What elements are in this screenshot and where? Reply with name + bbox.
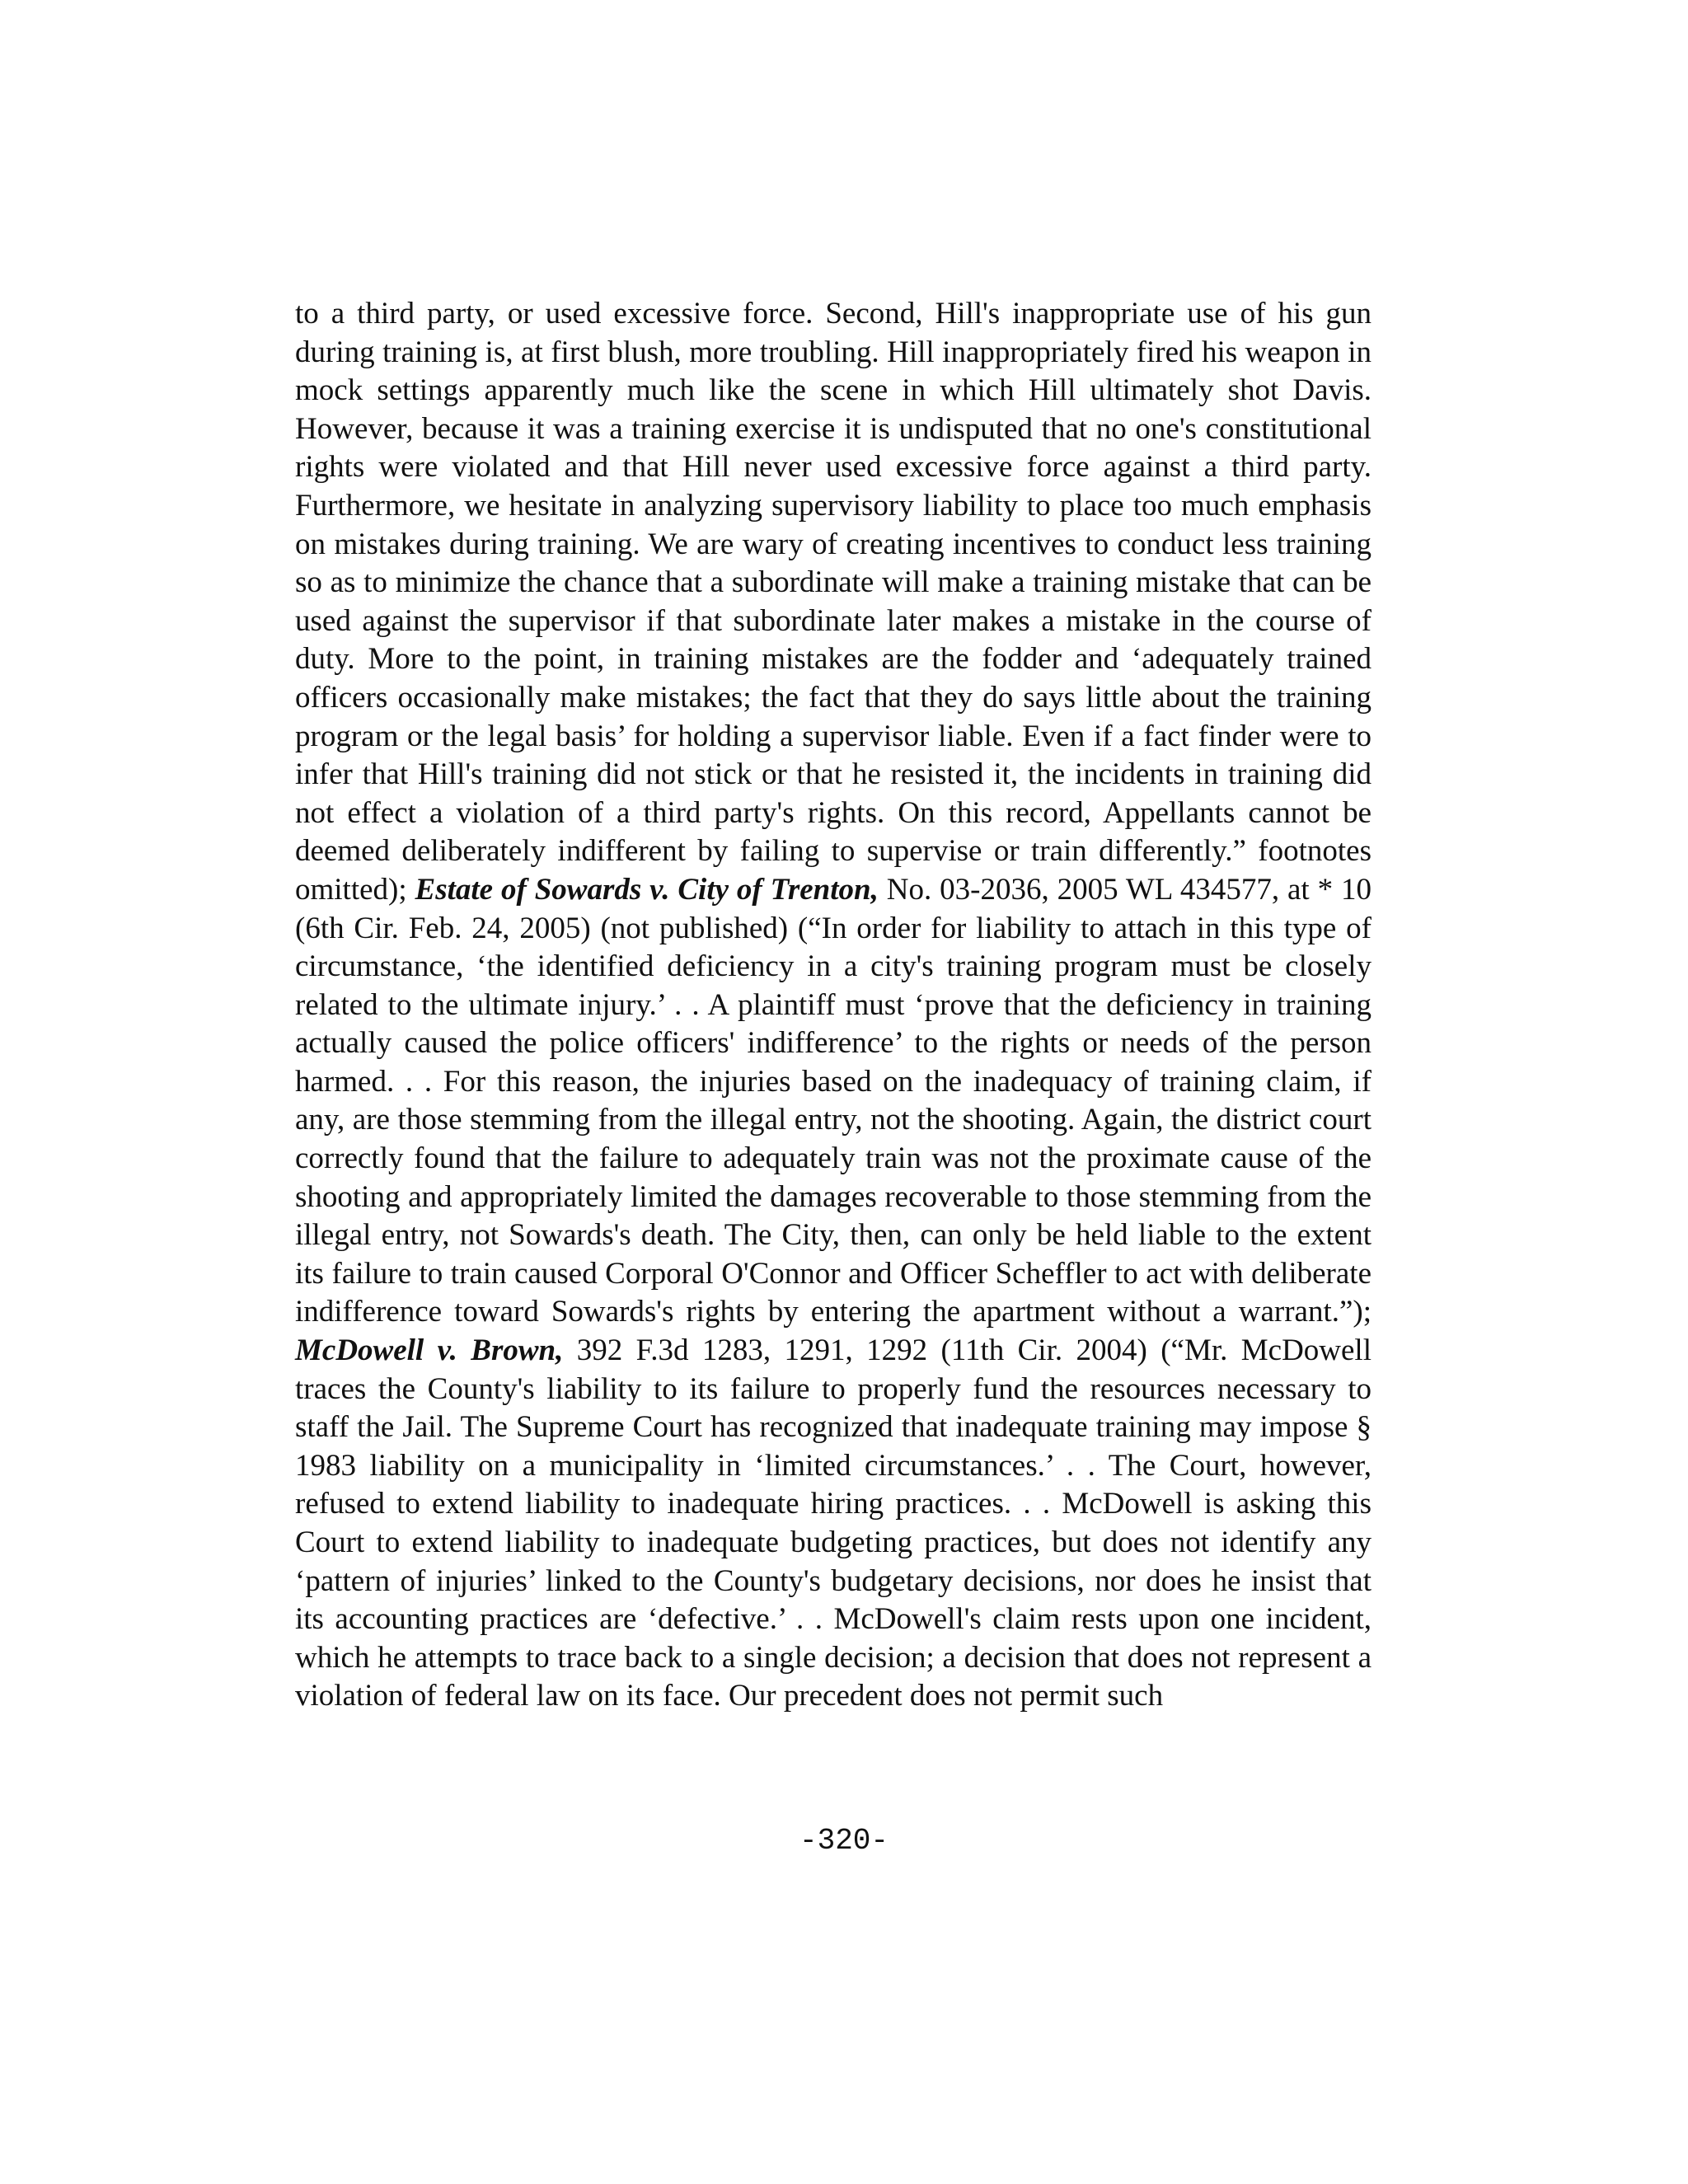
text-segment: No. 03-2036, 2005 WL 434577, at * 10 (6th Cir. Feb. 24, 2005) (not published) (“In order for liability to attach in this type of circumstance, ‘the identified deficiency in a city's training program must be closely related to the ultimate injury.’ . . A plaintiff must ‘prove that the deficiency in training actually caused the police officers' indifference’ to the rights or needs of the person harmed. . . For this reason, the injuries based on the inadequacy of training claim, if any, are those stemming from the illegal entry, not the shooting. Again, the district court correctly found that the failure to adequately train was not the proximate cause of the shooting and appropriately limited the damages recoverable to those stemming from the illegal entry, not Sowards's death. The City, then, can only be held liable to the extent its failure to train caused Corporal O'Connor and Officer Scheffler to act with deliberate indifference toward Sowards's rights by entering the apartment without a warrant.”); (295, 872, 1372, 1329)
case-citation-mcdowell: McDowell v. Brown, (295, 1333, 564, 1368)
body-paragraph (295, 295, 1372, 1716)
text-segment: to a third party, or used excessive force. Second, Hill's inappropriate use of his gun during training is, at first blush, more troubling. Hill inappropriately fired his weapon in mock settings apparently much like the scene in which Hill ultimately shot Davis. However, because it was a training exercise it is undisputed that no one's constitutional rights were violated and that Hill never used excessive force against a third party. Furthermore, we hesitate in analyzing supervisory liability to place too much emphasis on mistakes during training. We are wary of creating incentives to conduct less training so as to minimize the chance that a subordinate will make a training mistake that can be used against the supervisor if that subordinate later makes a mistake in the course of duty. More to the point, in training mistakes are the fodder and ‘adequately trained officers occasionally make mistakes; the fact that they do says little about the training program or the legal basis’ for holding a supervisor liable. Even if a fact finder were to infer that Hill's training did not stick or that he resisted it, the incidents in training did not effect a violation of a third party's rights. On this record, Appellants cannot be deemed deliberately indifferent by failing to supervise or train differently.” footnotes omitted); (295, 297, 1372, 907)
page-number: -320- (799, 1824, 889, 1858)
case-citation-sowards: Estate of Sowards v. City of Trenton, (415, 872, 879, 907)
text-segment: 392 F.3d 1283, 1291, 1292 (11th Cir. 2004) (“Mr. McDowell traces the County's liability to its failure to properly fund the resources necessary to staff the Jail. The Supreme Court has recognized that inadequate training may impose § 1983 liability on a municipality in ‘limited circumstances.’ . . The Court, however, refused to extend liability to inadequate hiring practices. . . McDowell is asking this Court to extend liability to inadequate budgeting practices, but does not identify any ‘pattern of injuries’ linked to the County's budgetary decisions, nor does he insist that its accounting practices are ‘defective.’ . . McDowell's claim rests upon one incident, which he attempts to trace back to a single decision; a decision that does not represent a violation of federal law on its face. Our precedent does not permit such (295, 1333, 1372, 1713)
